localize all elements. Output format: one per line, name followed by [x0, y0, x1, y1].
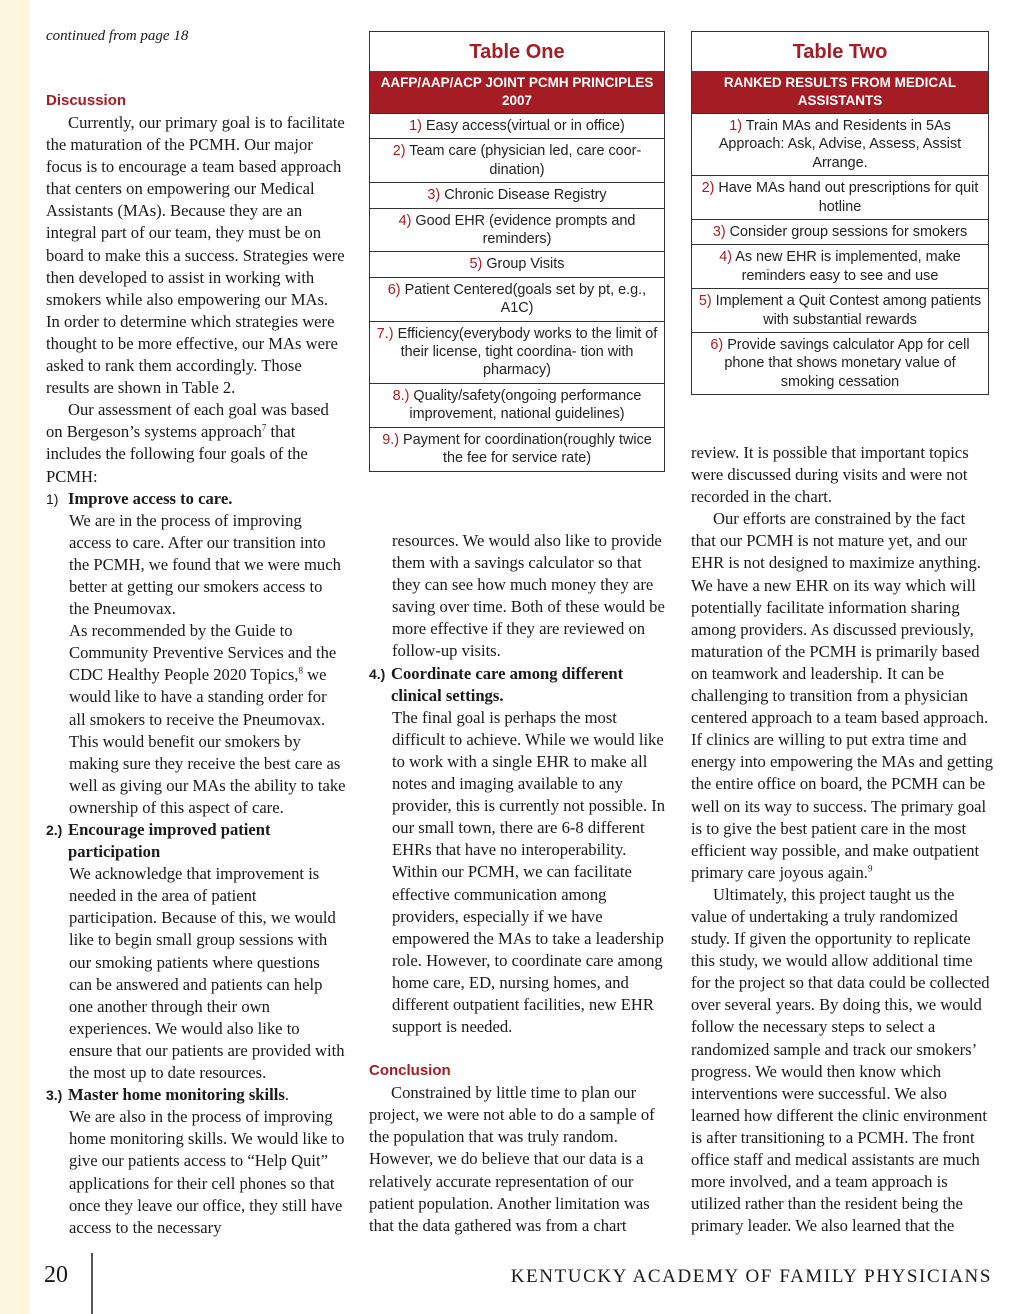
row-number: 4): [398, 212, 412, 229]
table-subtitle: RANKED RESULTS FROM MEDICAL ASSISTANTS: [692, 71, 988, 113]
paragraph: Ultimately, this project taught us the value of undertaking a truly randomized study. If given the opportunity to replicate this study, we would allow additional time for the project so that data could be collected over several years. By doing this, we would follow the necessary steps to select a randomized sample and track our smokers’ progress. We would then know which interventions were successful. We also learned how different the clinic environment is after transitioning to a PCMH. The front office staff and medical assistants are much more involved, and a team approach is utilized rather than the resident being the primary leader. We also learned that the: [691, 884, 990, 1236]
row-number: 2): [392, 143, 406, 160]
row-number: 6): [387, 281, 401, 298]
table-subtitle: AAFP/AAP/ACP JOINT PCMH PRINCIPLES 2007: [370, 71, 664, 113]
column-2: [369, 530, 667, 1237]
row-number: 2): [701, 180, 715, 197]
footer-divider: [91, 1253, 93, 1314]
paragraph: Our efforts are constrained by the fact that our PCMH is not mature yet, and our EHR is not designed to maximize anything. We have a new EHR on its way which will potentially facilitate information sharing among providers. As discussed previously, maturation of the PCMH is primarily based on teamwork and leadership. It can be challenging to transition from a physician centered approach to a team based approach. If clinics are willing to put extra time and energy into empowering the MAs and getting the entire office on board, the PCMH can be well on its way to success. The primary goal is to give the best patient care in the most efficient way possible, and make outpatient primary care joyous again.$^9$: [691, 509, 994, 882]
table-row: [692, 288, 988, 332]
row-text: Group Visits: [486, 256, 565, 273]
paragraph: We are in the process of improving access to care. After our transition into the PCMH, we found that we were much better at getting our smokers access to the Pneumovax.: [69, 510, 341, 619]
conclusion-heading: Conclusion: [369, 1062, 451, 1080]
row-text: Payment for coordination(roughly twice the fee for service rate): [403, 431, 652, 467]
row-number: 3): [427, 187, 441, 204]
row-number: 1): [729, 118, 742, 134]
table-row: [370, 251, 664, 276]
row-text: Team care (physician led, care coor- dination): [409, 143, 642, 178]
row-text: Good EHR (evidence prompts and reminders): [415, 212, 636, 248]
paragraph: The final goal is perhaps the most difficult to achieve. While we would like to work with a single EHR to make all notes and imaging available to any provider, this is currently not possible. In our small town, there are 6-8 different EHRs that have no interoperability. Within our PCMH, we can facilitate effective communication among providers, especially if we have empowered the MAs to take a leadership role. However, to coordinate care among home care, ED, nursing homes, and different outpatient facilities, new EHR support is needed.: [392, 707, 666, 1037]
left-margin-bar: [0, 0, 30, 1314]
row-number: 6): [710, 337, 724, 354]
row-text: Train MAs and Residents in 5As Approach: Ask, Advise, Assess, Assist Arrange.: [718, 118, 962, 171]
goal-title: Improve access to care.: [68, 488, 233, 508]
row-number: 8.): [392, 387, 410, 404]
row-number: 5): [469, 256, 483, 273]
row-number: 7.): [376, 325, 394, 342]
table-row: [370, 277, 664, 321]
table-row: [692, 175, 988, 219]
table-row: [692, 219, 988, 244]
row-text: As new EHR is implemented, make reminders easy to see and use: [735, 249, 961, 284]
table-row: [370, 113, 664, 138]
paragraph: Constrained by little time to plan our project, we were not able to do a sample of the population that was truly random. However, we do believe that our data is a relatively accurate representation of our patient population. Another limitation was that the data gathered was from a chart: [369, 1083, 655, 1235]
table-one: [369, 31, 665, 472]
row-number: 1): [409, 118, 422, 134]
goal-title: Master home monitoring skills.: [68, 1085, 289, 1105]
goal-number: 4.): [369, 665, 386, 682]
column-1: [46, 90, 346, 1239]
continued-note: continued from page 18: [46, 28, 189, 44]
row-text: Chronic Disease Registry: [444, 187, 607, 204]
row-text: Consider group sessions for smokers: [729, 224, 968, 241]
table-row: [370, 208, 664, 252]
paragraph: Our assessment of each goal was based on Bergeson’s systems approach$^7$ that includes the following four goals of the PCMH:: [46, 400, 329, 486]
table-two: [691, 31, 989, 395]
row-number: 4): [719, 249, 733, 266]
table-row: [370, 383, 664, 427]
paragraph: As recommended by the Guide to Community Preventive Services and the CDC Healthy People 2020 Topics,$^8$ we would like to have a standing order for all smokers to receive the Pneumovax. This would benefit our smokers by making sure they receive the best care as well as giving our MAs the ability to take ownership of this aspect of care.: [69, 621, 346, 817]
paragraph: We are also in the process of improving home monitoring skills. We would like to give our patients access to “Help Quit” applications for their cell phones so that once they leave our office, they still have access to the necessary: [69, 1107, 345, 1237]
page-number: 20: [44, 1262, 68, 1288]
row-text: Easy access(virtual or in office): [425, 118, 625, 134]
goal-number: 3.): [46, 1087, 63, 1104]
table-title: Table One: [469, 41, 565, 63]
journal-name: KENTUCKY ACADEMY OF FAMILY PHYSICIANS: [510, 1266, 992, 1287]
table-row: [692, 113, 988, 175]
goal-2: [46, 819, 346, 863]
table-title: Table Two: [792, 41, 888, 63]
paragraph: We acknowledge that improvement is needed in the area of patient participation. Because of this, we would like to begin small group sessions with our smoking patients where questions can be answered and patients can help one another through their own experiences. We would also like to ensure that our patients are provided with the most up to date resources.: [69, 864, 345, 1083]
row-text: Quality/safety(ongoing performance improvement, national guidelines): [409, 387, 642, 423]
paragraph: resources. We would also like to provide them with a savings calculator so that they can see how much money they are saving over time. Both of these would be more effective if they are reviewed on follow-up visits.: [392, 531, 665, 661]
table-row: [370, 321, 664, 383]
table-row: [370, 138, 664, 182]
goal-title: Encourage improved patient participation: [68, 820, 271, 862]
row-text: Have MAs hand out prescriptions for quit hotline: [718, 180, 979, 215]
goal-4: [369, 663, 667, 707]
column-3: [691, 442, 993, 1237]
row-number: 9.): [382, 431, 400, 448]
row-text: Efficiency(everybody works to the limit of their license, tight coordina- tion with pharmacy): [397, 325, 658, 379]
table-row: [692, 244, 988, 288]
goal-title: Coordinate care among different clinical settings.: [391, 663, 624, 705]
goal-3: [46, 1084, 346, 1106]
row-text: Patient Centered(goals set by pt, e.g., A1C): [404, 281, 647, 317]
row-text: Provide savings calculator App for cell phone that shows monetary value of smoking cessation: [724, 337, 970, 390]
table-row: [370, 182, 664, 207]
table-row: [370, 427, 664, 471]
row-number: 5): [698, 293, 712, 310]
goal-1: [46, 488, 346, 510]
goal-number: 2.): [46, 822, 63, 838]
paragraph: review. It is possible that important topics were discussed during visits and were not recorded in the chart.: [691, 443, 969, 507]
discussion-heading: Discussion: [46, 92, 127, 109]
goal-number: 1): [46, 490, 59, 507]
row-number: 3): [712, 224, 726, 241]
paragraph: Currently, our primary goal is to facilitate the maturation of the PCMH. Our major focus is to encourage a team based approach that centers on empowering our Medical Assistants (MAs). Because they are an integral part of our team, they must be on board to make this a success. Strategies were then developed to assist in working with smokers while also empowering our MAs. In order to determine which strategies were thought to be more effective, our MAs were asked to rank them accordingly. Those results are shown in Table 2.: [46, 113, 345, 398]
row-text: Implement a Quit Contest among patients with substantial rewards: [715, 293, 982, 328]
table-row: [692, 332, 988, 394]
